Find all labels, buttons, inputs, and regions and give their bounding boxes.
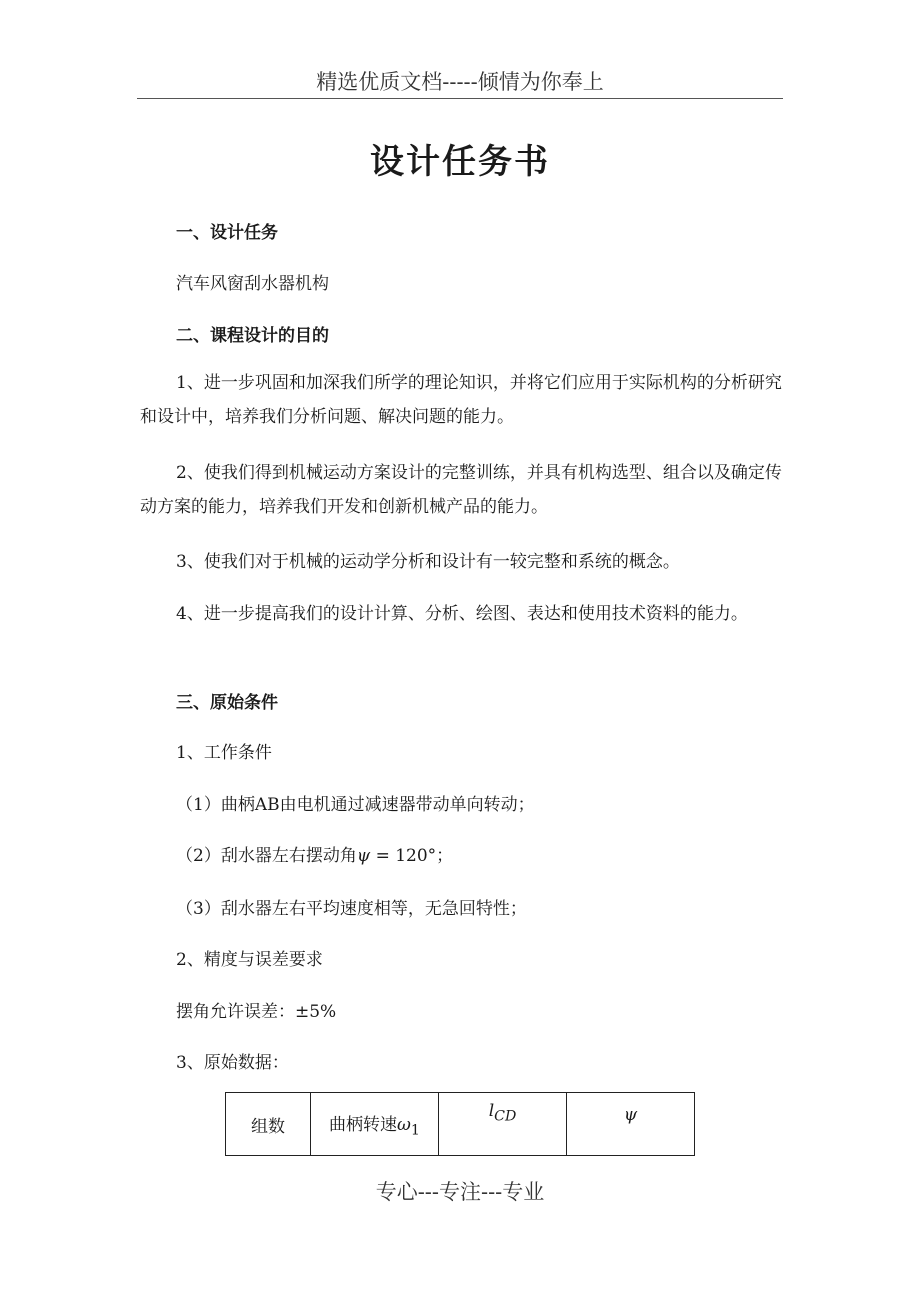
- omega-subscript: 1: [410, 1122, 420, 1139]
- document-title: 设计任务书: [370, 142, 550, 182]
- header-lcd: [439, 1093, 567, 1156]
- data-table: [225, 1092, 695, 1156]
- header-psi: ψ: [567, 1093, 695, 1156]
- page-header: 精选优质文档-----倾情为你奉上: [316, 70, 604, 94]
- l-symbol: l: [488, 1101, 495, 1121]
- condition-2-tail: ；: [436, 846, 454, 866]
- purpose-item-1: 1、进一步巩固和加深我们所学的理论知识，并将它们应用于实际机构的分析研究和设计中，培养我们分析问题、解决问题的能力。: [140, 373, 782, 427]
- condition-2: [176, 841, 453, 866]
- header-crank-speed: 曲柄转速$\omega_1$: [311, 1093, 439, 1156]
- section1-text: 汽车风窗刮水器机构: [176, 274, 329, 294]
- angle-tolerance: 摆角允许误差：±5%: [176, 1002, 337, 1022]
- l-subscript: CD: [494, 1108, 517, 1125]
- purpose-item-2: 2、使我们得到机械运动方案设计的完整训练，并具有机构选型、组合以及确定传动方案的能力，培养我们开发和创新机械产品的能力。: [140, 463, 782, 517]
- section1-heading: 一、设计任务: [176, 223, 278, 243]
- work-conditions-title: 1、工作条件: [176, 743, 272, 763]
- purpose-item-4: 4、进一步提高我们的设计计算、分析、绘图、表达和使用技术资料的能力。: [176, 604, 748, 624]
- data-title: 3、原始数据：: [176, 1053, 289, 1073]
- psi-symbol: ψ: [356, 846, 371, 866]
- section3-heading: 三、原始条件: [176, 693, 278, 713]
- precision-title: 2、精度与误差要求: [176, 950, 323, 970]
- purpose-item-3: 3、使我们对于机械的运动学分析和设计有一较完整和系统的概念。: [176, 552, 680, 572]
- page-footer: 专心---专注---专业: [375, 1180, 545, 1204]
- header-group-count: 组数: [226, 1093, 311, 1156]
- condition-1: （1）曲柄AB由电机通过减速器带动单向转动；: [176, 795, 535, 815]
- condition-2-text: （2）刮水器左右摆动角: [176, 846, 357, 866]
- header-divider: [137, 98, 783, 99]
- table-header-row: [226, 1093, 695, 1156]
- section2-heading: 二、课程设计的目的: [176, 326, 329, 346]
- condition-3: （3）刮水器左右平均速度相等，无急回特性；: [176, 899, 527, 919]
- swing-angle-value: = 120°: [370, 846, 437, 866]
- omega-symbol: ω: [397, 1114, 411, 1135]
